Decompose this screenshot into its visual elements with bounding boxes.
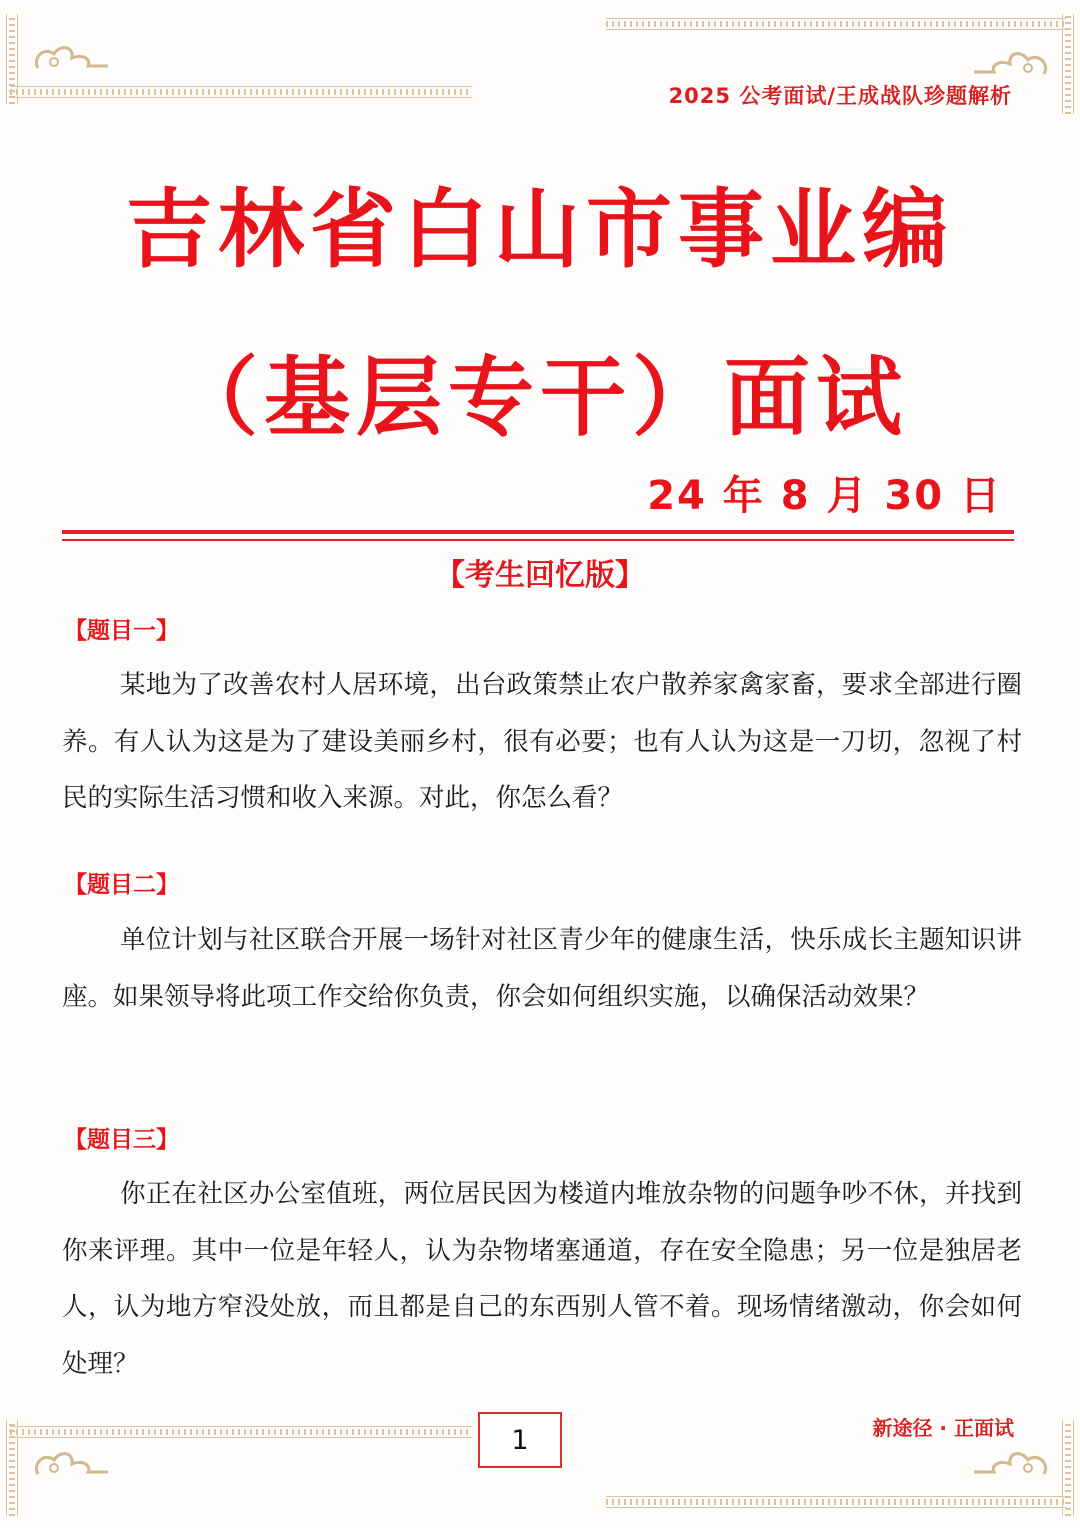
header-series-tag: 2025 公考面试/王成战队珍题解析 — [668, 84, 1012, 108]
exam-date: 24 年 8 月 30 日 — [647, 473, 1002, 519]
bottom-left-border-band — [10, 1426, 472, 1438]
page-number: 1 — [478, 1412, 562, 1468]
question-2-label: 【题目二】 — [64, 871, 179, 898]
title-divider-thin — [62, 539, 1014, 541]
bottom-right-border-vertical — [1062, 1420, 1074, 1516]
question-1-label: 【题目一】 — [64, 617, 179, 644]
question-3-label: 【题目三】 — [64, 1126, 179, 1153]
cloud-ornament-icon — [30, 40, 110, 80]
question-1-text: 某地为了改善农村人居环境，出台政策禁止农户散养家禽家畜，要求全部进行圈养。有人认为这是为了建设美丽乡村，很有必要；也有人认为这是一刀切，忽视了村民的实际生活习惯和收入来源。对此，你怎么看？ — [62, 670, 1022, 813]
top-left-border-band — [10, 86, 472, 98]
bottom-right-border-band — [606, 1496, 1066, 1508]
top-left-border-vertical — [6, 14, 18, 104]
edition-label: 【考生回忆版】 — [435, 558, 645, 593]
title-divider-thick — [62, 530, 1014, 534]
page-title-line1: 吉林省白山市事业编 — [126, 179, 954, 280]
question-2-text: 单位计划与社区联合开展一场针对社区青少年的健康生活，快乐成长主题知识讲座。如果领导将此项工作交给你负责，你会如何组织实施，以确保活动效果？ — [62, 925, 1022, 1012]
cloud-ornament-icon — [30, 1446, 110, 1486]
top-right-border-vertical — [1062, 14, 1074, 114]
bottom-left-border-vertical — [6, 1420, 18, 1516]
top-right-border-band — [606, 18, 1066, 30]
footer-brand-tag: 新途径 · 正面试 — [872, 1416, 1014, 1440]
cloud-ornament-icon — [972, 1446, 1052, 1486]
question-3-text: 你正在社区办公室值班，两位居民因为楼道内堆放杂物的问题争吵不休，并找到你来评理。其中一位是年轻人，认为杂物堵塞通道，存在安全隐患；另一位是独居老人，认为地方窄没处放，而且都是自己的东西别人管不着。现场情绪激动，你会如何处理？ — [62, 1179, 1022, 1379]
page-title-line2: （基层专干）面试 — [172, 347, 908, 448]
